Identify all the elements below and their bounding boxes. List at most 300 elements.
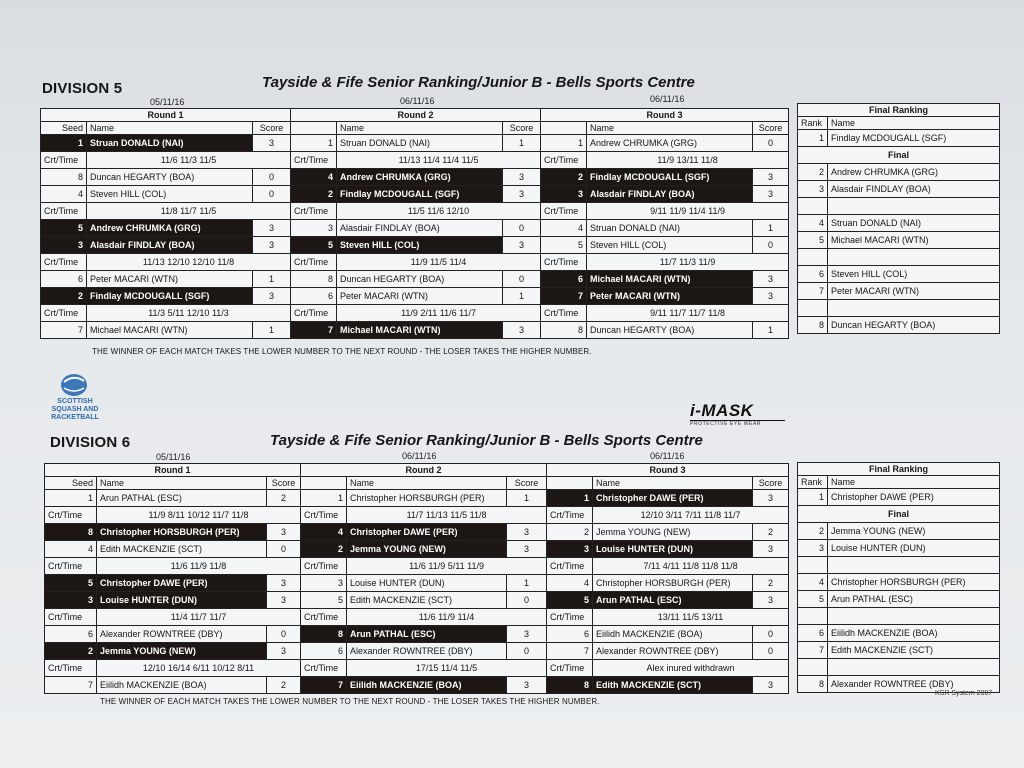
rank-number: 5 [798, 591, 828, 608]
ranking-row [798, 506, 1000, 523]
match-result: 9/11 11/7 11/7 11/8 [587, 305, 789, 322]
ranking-header-row [798, 476, 1000, 489]
name-header: Name [87, 122, 253, 135]
match-score: 3 [267, 524, 301, 541]
winner-name: Andrew CHRUMKA (GRG) [337, 169, 503, 186]
ranked-player-name: Steven HILL (COL) [828, 266, 1000, 283]
ranked-player-name: Michael MACARI (WTN) [828, 232, 1000, 249]
ranked-player-name: Findlay MCDOUGALL (SGF) [828, 130, 1000, 147]
ranking-row [798, 198, 1000, 215]
ranking-row [798, 266, 1000, 283]
match-score: 0 [503, 220, 541, 237]
rank-header: Rank [798, 117, 828, 130]
court-time-label: Crt/Time [45, 609, 97, 626]
match-score: 0 [507, 643, 547, 660]
match-score: 0 [253, 186, 291, 203]
rank-number: 5 [798, 232, 828, 249]
rank-header: Rank [798, 476, 828, 489]
player-name: Steven HILL (COL) [587, 237, 753, 254]
match-score: 3 [267, 592, 301, 609]
ranking-row [798, 249, 1000, 266]
match-score: 3 [753, 592, 789, 609]
match-score: 3 [503, 169, 541, 186]
match-score: 3 [253, 135, 291, 152]
match-score: 3 [253, 288, 291, 305]
court-time-label: Crt/Time [541, 305, 587, 322]
rank-blank [798, 659, 828, 676]
draw-row [45, 660, 789, 677]
seed-number: 3 [291, 220, 337, 237]
rank-blank [798, 557, 828, 574]
match-score: 2 [753, 524, 789, 541]
draw-row [41, 135, 789, 152]
rank-number: 2 [798, 523, 828, 540]
court-time-label: Crt/Time [291, 203, 337, 220]
match-result: 12/10 3/11 7/11 11/8 11/7 [593, 507, 789, 524]
sponsor-line-3: RACKETBALL [51, 414, 99, 421]
name-header: Name [593, 477, 753, 490]
seed-number: 5 [301, 592, 347, 609]
round-header-row [45, 464, 789, 477]
winner-name: Findlay MCDOUGALL (SGF) [87, 288, 253, 305]
ranking-row [798, 164, 1000, 181]
match-score: 3 [753, 186, 789, 203]
rank-number: 4 [798, 215, 828, 232]
player-name: Christopher HORSBURGH (PER) [347, 490, 507, 507]
winner-name: Andrew CHRUMKA (GRG) [87, 220, 253, 237]
seed-header [541, 122, 587, 135]
seed-header [547, 477, 593, 490]
seed-number: 1 [547, 490, 593, 507]
match-result: 11/13 11/4 11/4 11/5 [337, 152, 541, 169]
winner-name: Findlay MCDOUGALL (SGF) [587, 169, 753, 186]
court-time-label: Crt/Time [541, 152, 587, 169]
rank-blank [798, 249, 828, 266]
court-time-label: Crt/Time [301, 507, 347, 524]
ranking-blank [828, 198, 1000, 215]
score-header: Score [503, 122, 541, 135]
match-score: 0 [253, 169, 291, 186]
name-header: Name [337, 122, 503, 135]
seed-number: 8 [291, 271, 337, 288]
imask-logo [690, 402, 785, 428]
division-5-date-round1: 05/11/16 [150, 97, 185, 107]
ranking-row [798, 523, 1000, 540]
draw-row [45, 524, 789, 541]
match-result: 11/6 11/9 5/11 11/9 [347, 558, 547, 575]
court-time-label: Crt/Time [291, 254, 337, 271]
division-6-date-round1: 05/11/16 [156, 452, 191, 462]
ranking-row [798, 283, 1000, 300]
final-ranking-title: Final Ranking [798, 104, 1000, 117]
seed-number: 2 [541, 169, 587, 186]
court-time-label: Crt/Time [45, 507, 97, 524]
scottish-squash-logo [44, 372, 106, 432]
court-time-label: Crt/Time [291, 305, 337, 322]
match-score: 1 [253, 322, 291, 339]
player-name: Arun PATHAL (ESC) [97, 490, 267, 507]
division-5-date-round2: 06/11/16 [400, 96, 435, 106]
rank-number: 8 [798, 676, 828, 693]
court-time-label: Crt/Time [41, 254, 87, 271]
ranked-player-name: Louise HUNTER (DUN) [828, 540, 1000, 557]
match-score: 3 [503, 186, 541, 203]
seed-number: 2 [41, 288, 87, 305]
rank-number: 2 [798, 164, 828, 181]
match-result: 11/9 13/11 11/8 [587, 152, 789, 169]
final-ranking-title-row [798, 104, 1000, 117]
seed-number: 3 [541, 186, 587, 203]
winner-name: Michael MACARI (WTN) [587, 271, 753, 288]
match-score: 3 [753, 490, 789, 507]
seed-number: 7 [291, 322, 337, 339]
ranking-row [798, 574, 1000, 591]
seed-number: 5 [541, 237, 587, 254]
score-header: Score [253, 122, 291, 135]
seed-number: 5 [41, 220, 87, 237]
court-time-label: Crt/Time [547, 609, 593, 626]
round-3-header: Round 3 [541, 109, 789, 122]
ranking-row [798, 181, 1000, 198]
division-6-rule-note: THE WINNER OF EACH MATCH TAKES THE LOWER NUMBER TO THE NEXT ROUND - THE LOSER TAKES THE HIGHER NUMBER. [100, 697, 600, 706]
player-name: Struan DONALD (NAI) [587, 220, 753, 237]
column-header-row [45, 477, 789, 490]
division-5-final-ranking-table [797, 103, 1000, 334]
match-score: 2 [753, 575, 789, 592]
draw-row [45, 558, 789, 575]
seed-number: 8 [301, 626, 347, 643]
match-score: 1 [507, 575, 547, 592]
winner-name: Jemma YOUNG (NEW) [347, 541, 507, 558]
player-name: Edith MACKENZIE (SCT) [97, 541, 267, 558]
sponsor-line-1: SCOTTISH [57, 398, 93, 405]
winner-name: Christopher DAWE (PER) [97, 575, 267, 592]
name-header: Name [347, 477, 507, 490]
division-6-date-round2: 06/11/16 [402, 451, 437, 461]
match-result: 11/6 11/9 11/8 [97, 558, 301, 575]
imask-tagline: PROTECTIVE EYE WEAR [690, 420, 785, 427]
division-6-final-ranking-table [797, 462, 1000, 693]
match-result: 11/9 8/11 10/12 11/7 11/8 [97, 507, 301, 524]
draw-row [45, 643, 789, 660]
match-score: 3 [253, 220, 291, 237]
seed-number: 7 [301, 677, 347, 694]
match-score: 1 [753, 220, 789, 237]
draw-row [41, 203, 789, 220]
seed-header [301, 477, 347, 490]
seed-number: 7 [541, 288, 587, 305]
player-name: Struan DONALD (NAI) [337, 135, 503, 152]
player-name: Edith MACKENZIE (SCT) [347, 592, 507, 609]
ranking-blank [828, 557, 1000, 574]
match-score: 3 [267, 575, 301, 592]
seed-number: 8 [547, 677, 593, 694]
match-score: 1 [507, 490, 547, 507]
division-5-title: Tayside & Fife Senior Ranking/Junior B - Bells Sports Centre [262, 74, 695, 91]
draw-row [41, 288, 789, 305]
ranking-header-row [798, 117, 1000, 130]
match-result: 9/11 11/9 11/4 11/9 [587, 203, 789, 220]
rank-number: 4 [798, 574, 828, 591]
match-score: 3 [753, 541, 789, 558]
match-score: 0 [503, 271, 541, 288]
match-score: 3 [267, 643, 301, 660]
winner-name: Arun PATHAL (ESC) [593, 592, 753, 609]
ranked-player-name: Christopher HORSBURGH (PER) [828, 574, 1000, 591]
ranking-row [798, 591, 1000, 608]
division-5-rule-note: THE WINNER OF EACH MATCH TAKES THE LOWER NUMBER TO THE NEXT ROUND - THE LOSER TAKES THE HIGHER NUMBER. [92, 347, 592, 356]
name-header: Name [97, 477, 267, 490]
seed-number: 7 [45, 677, 97, 694]
player-name: Eiilidh MACKENZIE (BOA) [593, 626, 753, 643]
player-name: Peter MACARI (WTN) [87, 271, 253, 288]
match-score: 3 [503, 322, 541, 339]
court-time-label: Crt/Time [301, 609, 347, 626]
seed-number: 8 [45, 524, 97, 541]
rank-number: 1 [798, 130, 828, 147]
seed-number: 7 [547, 643, 593, 660]
draw-row [41, 305, 789, 322]
division-5-date-round3: 06/11/16 [650, 94, 685, 104]
seed-number: 4 [45, 541, 97, 558]
winner-name: Steven HILL (COL) [337, 237, 503, 254]
match-score: 3 [753, 677, 789, 694]
match-score: 3 [507, 541, 547, 558]
winner-name: Louise HUNTER (DUN) [97, 592, 267, 609]
seed-number: 6 [301, 643, 347, 660]
seed-number: 1 [45, 490, 97, 507]
seed-number: 2 [301, 541, 347, 558]
ranking-blank [828, 608, 1000, 625]
division-5-label: DIVISION 5 [42, 80, 123, 97]
match-score: 0 [753, 643, 789, 660]
seed-number: 1 [541, 135, 587, 152]
rank-number: 3 [798, 181, 828, 198]
match-result: 11/6 11/9 11/4 [347, 609, 547, 626]
winner-name: Christopher DAWE (PER) [347, 524, 507, 541]
score-header: Score [507, 477, 547, 490]
round-2-header: Round 2 [291, 109, 541, 122]
rank-number: 7 [798, 642, 828, 659]
seed-number: 6 [541, 271, 587, 288]
match-score: 3 [507, 677, 547, 694]
seed-number: 6 [547, 626, 593, 643]
winner-name: Alasdair FINDLAY (BOA) [87, 237, 253, 254]
draw-row [45, 575, 789, 592]
court-time-label: Crt/Time [45, 558, 97, 575]
seed-number: 2 [291, 186, 337, 203]
rank-blank [798, 608, 828, 625]
match-score: 3 [753, 169, 789, 186]
draw-row [45, 677, 789, 694]
seed-number: 2 [45, 643, 97, 660]
winner-name: Louise HUNTER (DUN) [593, 541, 753, 558]
court-time-label: Crt/Time [45, 660, 97, 677]
winner-name: Edith MACKENZIE (SCT) [593, 677, 753, 694]
match-score: 3 [253, 237, 291, 254]
round-header-row [41, 109, 789, 122]
winner-name: Findlay MCDOUGALL (SGF) [337, 186, 503, 203]
draw-row [41, 237, 789, 254]
ranked-player-name: Jemma YOUNG (NEW) [828, 523, 1000, 540]
player-name: Duncan HEGARTY (BOA) [87, 169, 253, 186]
player-name: Louise HUNTER (DUN) [347, 575, 507, 592]
court-time-label: Crt/Time [541, 203, 587, 220]
name-header: Name [587, 122, 753, 135]
player-name: Michael MACARI (WTN) [87, 322, 253, 339]
ranking-blank [828, 249, 1000, 266]
ranking-blank [828, 659, 1000, 676]
division-6-draw-table [44, 463, 789, 694]
seed-number: 6 [291, 288, 337, 305]
ranking-row [798, 540, 1000, 557]
player-name: Eiilidh MACKENZIE (BOA) [97, 677, 267, 694]
ranking-row [798, 147, 1000, 164]
ranking-row [798, 232, 1000, 249]
match-score: 3 [507, 524, 547, 541]
draw-row [45, 541, 789, 558]
final-ranking-title: Final Ranking [798, 463, 1000, 476]
match-score: 1 [253, 271, 291, 288]
final-label: Final [798, 506, 1000, 523]
player-name: Alexander ROWNTREE (DBY) [593, 643, 753, 660]
match-score: 3 [503, 237, 541, 254]
court-time-label: Crt/Time [547, 660, 593, 677]
draw-row [45, 626, 789, 643]
match-score: 0 [753, 237, 789, 254]
player-name: Steven HILL (COL) [87, 186, 253, 203]
score-header: Score [753, 122, 789, 135]
match-score: 0 [753, 626, 789, 643]
seed-number: 4 [291, 169, 337, 186]
final-ranking-title-row [798, 463, 1000, 476]
match-result: 11/4 11/7 11/7 [97, 609, 301, 626]
column-header-row [41, 122, 789, 135]
seed-number: 3 [547, 541, 593, 558]
draw-row [45, 490, 789, 507]
match-score: 1 [753, 322, 789, 339]
ranked-player-name: Alasdair FINDLAY (BOA) [828, 181, 1000, 198]
rank-number: 6 [798, 625, 828, 642]
ranking-row [798, 300, 1000, 317]
seed-number: 1 [291, 135, 337, 152]
match-result: Alex inured withdrawn [593, 660, 789, 677]
match-result: 11/9 2/11 11/6 11/7 [337, 305, 541, 322]
seed-number: 3 [41, 237, 87, 254]
match-score: 2 [267, 490, 301, 507]
player-name: Duncan HEGARTY (BOA) [587, 322, 753, 339]
seed-number: 1 [41, 135, 87, 152]
seed-number: 1 [301, 490, 347, 507]
player-name: Andrew CHRUMKA (GRG) [587, 135, 753, 152]
ranking-row [798, 642, 1000, 659]
ranking-row [798, 130, 1000, 147]
ranked-player-name: Edith MACKENZIE (SCT) [828, 642, 1000, 659]
ranking-row [798, 489, 1000, 506]
match-result: 11/7 11/13 11/5 11/8 [347, 507, 547, 524]
seed-number: 6 [41, 271, 87, 288]
ranking-row [798, 215, 1000, 232]
rank-number: 3 [798, 540, 828, 557]
seed-number: 5 [45, 575, 97, 592]
player-name: Jemma YOUNG (NEW) [593, 524, 753, 541]
match-result: 13/11 11/5 13/11 [593, 609, 789, 626]
score-header: Score [267, 477, 301, 490]
draw-row [41, 152, 789, 169]
seed-number: 3 [45, 592, 97, 609]
match-result: 12/10 16/14 6/11 10/12 8/11 [97, 660, 301, 677]
draw-row [45, 609, 789, 626]
draw-row [41, 220, 789, 237]
rank-number: 6 [798, 266, 828, 283]
winner-name: Eiilidh MACKENZIE (BOA) [347, 677, 507, 694]
court-time-label: Crt/Time [541, 254, 587, 271]
match-result: 11/6 11/3 11/5 [87, 152, 291, 169]
draw-row [41, 254, 789, 271]
match-score: 0 [267, 626, 301, 643]
ranking-row [798, 557, 1000, 574]
seed-number: 4 [301, 524, 347, 541]
round-2-header: Round 2 [301, 464, 547, 477]
ranked-player-name: Struan DONALD (NAI) [828, 215, 1000, 232]
player-name: Peter MACARI (WTN) [337, 288, 503, 305]
ranked-player-name: Duncan HEGARTY (BOA) [828, 317, 1000, 334]
division-6-title: Tayside & Fife Senior Ranking/Junior B - Bells Sports Centre [270, 432, 703, 449]
match-result: 11/5 11/6 12/10 [337, 203, 541, 220]
match-score: 1 [503, 288, 541, 305]
seed-header: Seed [45, 477, 97, 490]
seed-number: 5 [291, 237, 337, 254]
seed-header: Seed [41, 122, 87, 135]
ranked-player-name: Alexander ROWNTREE (DBY) [828, 676, 1000, 693]
match-result: 11/9 11/5 11/4 [337, 254, 541, 271]
seed-number: 6 [45, 626, 97, 643]
seed-header [291, 122, 337, 135]
sponsor-line-2: SQUASH AND [51, 406, 99, 413]
court-time-label: Crt/Time [41, 203, 87, 220]
round-1-header: Round 1 [45, 464, 301, 477]
round-1-header: Round 1 [41, 109, 291, 122]
winner-name: Peter MACARI (WTN) [587, 288, 753, 305]
seed-number: 7 [41, 322, 87, 339]
imask-wordmark: i-MASK [690, 401, 754, 420]
rank-number: 7 [798, 283, 828, 300]
seed-number: 3 [301, 575, 347, 592]
ranked-player-name: Christopher DAWE (PER) [828, 489, 1000, 506]
score-header: Score [753, 477, 789, 490]
seed-number: 4 [547, 575, 593, 592]
court-time-label: Crt/Time [301, 660, 347, 677]
match-score: 2 [267, 677, 301, 694]
division-5-draw-table [40, 108, 789, 339]
winner-name: Christopher DAWE (PER) [593, 490, 753, 507]
winner-name: Michael MACARI (WTN) [337, 322, 503, 339]
rank-blank [798, 198, 828, 215]
court-time-label: Crt/Time [41, 305, 87, 322]
winner-name: Arun PATHAL (ESC) [347, 626, 507, 643]
player-name: Christopher HORSBURGH (PER) [593, 575, 753, 592]
ranked-player-name: Andrew CHRUMKA (GRG) [828, 164, 1000, 181]
rank-number: 8 [798, 317, 828, 334]
ranking-name-header: Name [828, 117, 1000, 130]
player-name: Duncan HEGARTY (BOA) [337, 271, 503, 288]
match-score: 0 [267, 541, 301, 558]
system-credit: KSR System 2007 [935, 690, 993, 697]
player-name: Alexander ROWNTREE (DBY) [97, 626, 267, 643]
court-time-label: Crt/Time [291, 152, 337, 169]
draw-row [45, 592, 789, 609]
court-time-label: Crt/Time [547, 507, 593, 524]
